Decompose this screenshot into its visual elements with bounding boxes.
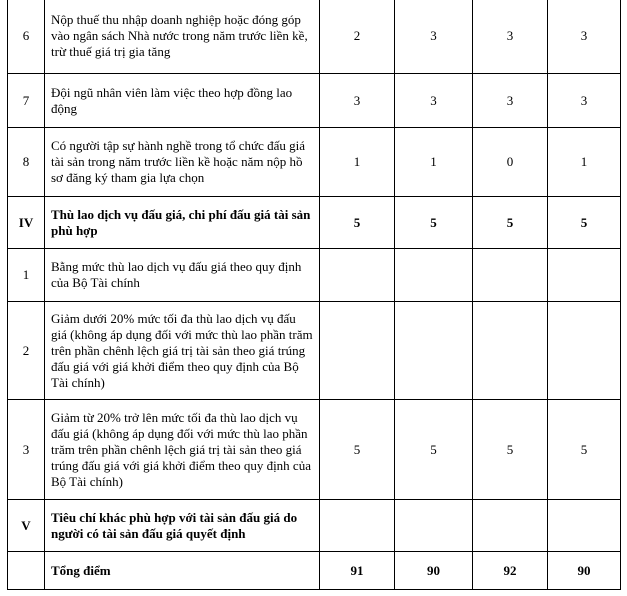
score-cell: 2 xyxy=(320,0,395,74)
table-row xyxy=(8,197,621,249)
total-score-cell: 91 xyxy=(320,552,395,590)
criterion-text: Đội ngũ nhân viên làm việc theo hợp đồng lao động xyxy=(45,74,320,128)
score-cell: 0 xyxy=(473,128,548,197)
score-cell xyxy=(548,500,621,552)
row-number: 1 xyxy=(8,249,45,302)
row-number: 3 xyxy=(8,400,45,500)
score-cell xyxy=(395,500,473,552)
score-cell: 5 xyxy=(548,197,621,249)
criterion-text: Nộp thuế thu nhập doanh nghiệp hoặc đóng góp vào ngân sách Nhà nước trong năm trước liền kề, trừ thuế giá trị gia tăng xyxy=(45,0,320,74)
score-cell: 1 xyxy=(320,128,395,197)
score-cell: 5 xyxy=(320,197,395,249)
table-row xyxy=(8,249,621,302)
table-row xyxy=(8,128,621,197)
score-cell: 5 xyxy=(395,400,473,500)
criterion-text: Giảm dưới 20% mức tối đa thù lao dịch vụ đấu giá (không áp dụng đối với mức thù lao phần trăm trên phần chênh lệch giá trị tài sản theo giá trúng đấu giá với giá khởi điểm theo quy định của Bộ Tài chính) xyxy=(45,302,320,400)
row-number: 8 xyxy=(8,128,45,197)
score-cell: 3 xyxy=(395,74,473,128)
score-cell: 5 xyxy=(473,197,548,249)
score-cell: 3 xyxy=(473,0,548,74)
score-cell: 3 xyxy=(473,74,548,128)
score-cell xyxy=(473,500,548,552)
score-cell: 5 xyxy=(548,400,621,500)
total-label: Tổng điểm xyxy=(45,552,320,590)
scoring-table xyxy=(7,0,621,590)
total-score-cell: 90 xyxy=(548,552,621,590)
table-row xyxy=(8,500,621,552)
table-row xyxy=(8,302,621,400)
section-heading: Tiêu chí khác phù hợp với tài sản đấu giá do người có tài sản đấu giá quyết định xyxy=(45,500,320,552)
criterion-text: Giảm từ 20% trở lên mức tối đa thù lao dịch vụ đấu giá (không áp dụng đối với mức thù lao phần trăm trên phần chênh lệch giá trị tài sản theo giá trúng đấu giá với giá khởi điểm theo quy định của Bộ Tài chính) xyxy=(45,400,320,500)
score-cell xyxy=(395,249,473,302)
score-cell: 5 xyxy=(395,197,473,249)
score-cell: 1 xyxy=(395,128,473,197)
score-cell: 1 xyxy=(548,128,621,197)
score-cell xyxy=(473,249,548,302)
score-cell xyxy=(395,302,473,400)
row-number xyxy=(8,552,45,590)
section-number: IV xyxy=(8,197,45,249)
score-cell: 3 xyxy=(320,74,395,128)
total-row xyxy=(8,552,621,590)
section-number: V xyxy=(8,500,45,552)
score-cell: 5 xyxy=(473,400,548,500)
criterion-text: Bằng mức thù lao dịch vụ đấu giá theo quy định của Bộ Tài chính xyxy=(45,249,320,302)
score-cell xyxy=(548,302,621,400)
total-score-cell: 92 xyxy=(473,552,548,590)
score-cell xyxy=(548,249,621,302)
score-cell: 3 xyxy=(395,0,473,74)
table-row xyxy=(8,400,621,500)
score-cell: 3 xyxy=(548,74,621,128)
table-row xyxy=(8,0,621,74)
score-cell xyxy=(320,500,395,552)
score-cell xyxy=(320,249,395,302)
score-cell: 5 xyxy=(320,400,395,500)
table-row xyxy=(8,74,621,128)
score-cell: 3 xyxy=(548,0,621,74)
row-number: 2 xyxy=(8,302,45,400)
score-cell xyxy=(320,302,395,400)
criterion-text: Có người tập sự hành nghề trong tổ chức đấu giá tài sản trong năm trước liền kề hoặc năm nộp hồ sơ đăng ký tham gia lựa chọn xyxy=(45,128,320,197)
row-number: 6 xyxy=(8,0,45,74)
section-heading: Thù lao dịch vụ đấu giá, chi phí đấu giá tài sản phù hợp xyxy=(45,197,320,249)
score-cell xyxy=(473,302,548,400)
row-number: 7 xyxy=(8,74,45,128)
total-score-cell: 90 xyxy=(395,552,473,590)
